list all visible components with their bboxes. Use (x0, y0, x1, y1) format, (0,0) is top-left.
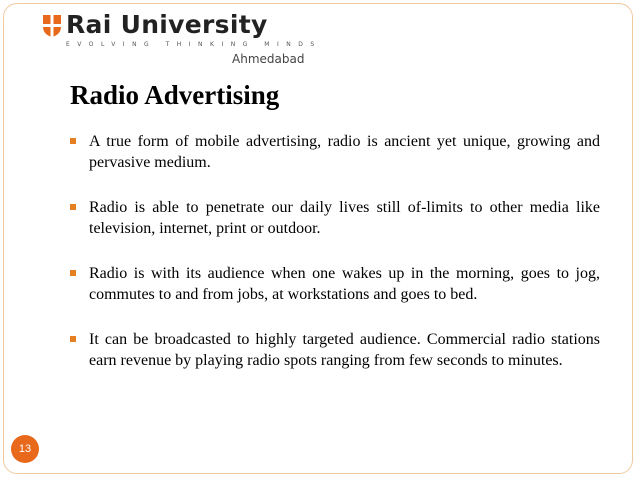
bullet-item (70, 131, 600, 173)
bullet-item (70, 329, 600, 371)
bullet-marker-icon (70, 204, 76, 210)
bullet-text: Radio is able to penetrate our daily lives still of-limits to other media like television, internet, print or outdoor. (89, 199, 600, 237)
bullet-marker-icon (70, 336, 76, 342)
bullet-text: It can be broadcasted to highly targeted audience. Commercial radio stations earn revenue by playing radio spots ranging from few seconds to minutes. (89, 331, 600, 369)
bullet-item (70, 263, 600, 305)
page-number-badge: 13 (11, 435, 39, 463)
bullet-text: A true form of mobile advertising, radio is ancient yet unique, growing and pervasive medium. (89, 133, 600, 171)
brand-tagline: EVOLVING THINKING MINDS (66, 41, 322, 48)
slide-title: Radio Advertising (70, 80, 280, 110)
bullet-marker-icon (70, 270, 76, 276)
brand-name: Rai University (66, 10, 268, 39)
bullet-marker-icon (70, 138, 76, 144)
campus-name: Ahmedabad (232, 52, 305, 66)
bullet-list (70, 131, 600, 395)
university-crest-icon (42, 14, 62, 38)
bullet-item (70, 197, 600, 239)
bullet-text: Radio is with its audience when one wakes up in the morning, goes to jog, commutes to and from jobs, at workstations and goes to bed. (89, 265, 600, 303)
